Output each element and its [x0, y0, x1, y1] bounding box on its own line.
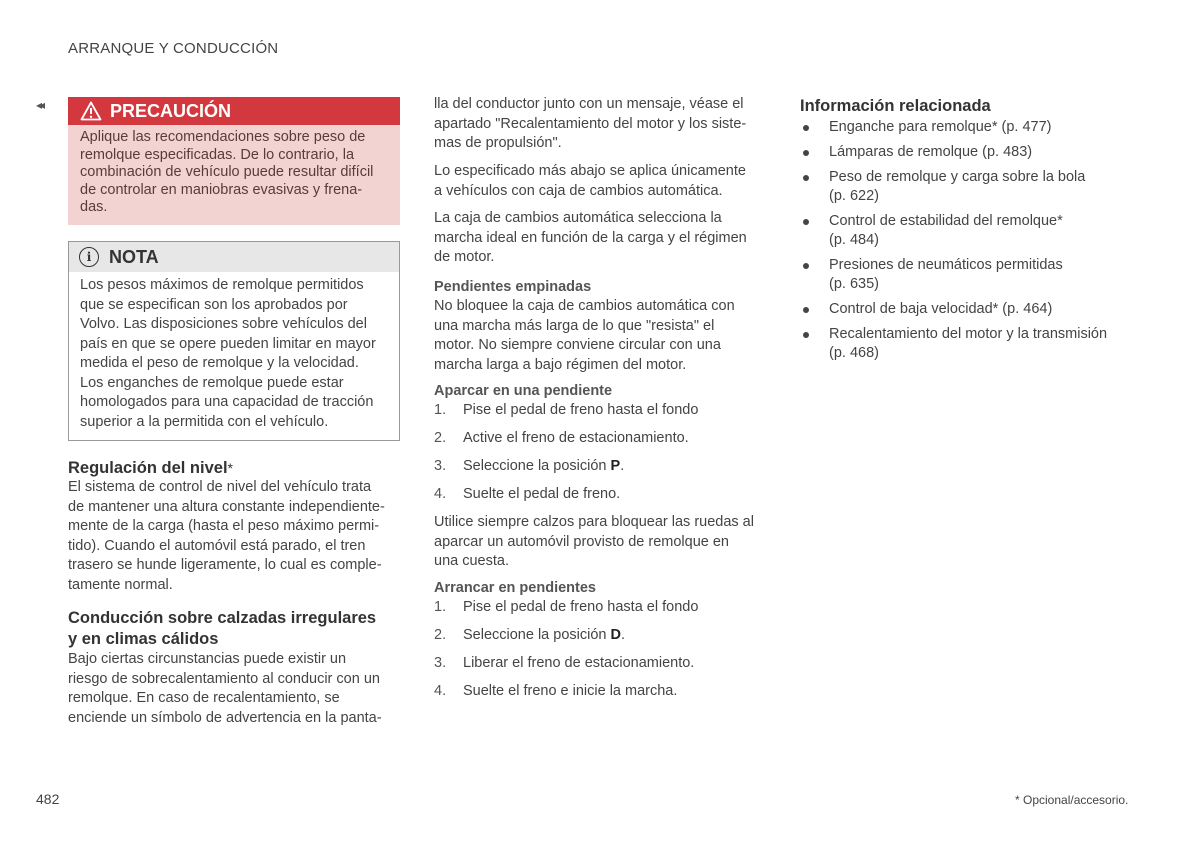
related-info-heading: Información relacionada	[800, 97, 991, 115]
warning-triangle-icon	[80, 101, 102, 121]
back-arrows-icon[interactable]: ◂◂	[36, 98, 43, 112]
list-item: 4. Suelte el pedal de freno.	[434, 486, 621, 502]
list-item: 3. Seleccione la posición P.	[434, 458, 625, 474]
note-header	[69, 242, 399, 272]
chocks-text: Utilice siempre calzos para bloquear las ruedas al aparcar un automóvil provisto de remolque en una cuesta.	[434, 514, 754, 569]
caution-label: PRECAUCIÓN	[110, 100, 232, 121]
caution-text: Aplique las recomendaciones sobre peso de remolque especificadas. De lo contrario, la combinación de vehículo puede resultar difícil de controlar en maniobras evasivas y frena- das.	[80, 129, 374, 215]
rough-roads-text: Bajo ciertas circunstancias puede existir un riesgo de sobrecalentamiento al conducir con un remolque. En caso de recalentamiento, se enciende un símbolo de advertencia en la panta-	[68, 651, 382, 726]
note-box	[68, 241, 400, 441]
rough-roads-heading: Conducción sobre calzadas irregulares y en climas cálidos	[68, 609, 377, 648]
caution-box	[68, 97, 400, 225]
overheat-continued-text: lla del conductor junto con un mensaje, véase el apartado "Recalentamiento del motor y los siste- mas de propulsión".	[434, 96, 747, 151]
note-text: Los pesos máximos de remolque permitidos que se especifican son los aprobados por Volvo. Las disposiciones sobre vehículos del país en que se opere pueden limitar en mayor medida el peso de remolque y la velocidad. Los enganches de remolque puede estar homologados para una capacidad de tracción superior a la permitida con el vehículo.	[80, 277, 376, 430]
caution-header	[68, 97, 400, 125]
list-item: 2. Seleccione la posición D.	[434, 627, 626, 643]
automatic-only-text: Lo especificado más abajo se aplica únicamente a vehículos con caja de cambios automática.	[434, 163, 746, 199]
parking-steps-list	[434, 401, 774, 513]
leveling-heading: Regulación del nivel*	[68, 459, 233, 477]
related-link-overheating[interactable]: Recalentamiento del motor y la transmisión (p. 468)	[800, 325, 1140, 363]
starting-slope-heading: Arrancar en pendientes	[434, 580, 596, 596]
bullet-icon	[803, 263, 809, 269]
parking-slope-heading: Aparcar en una pendiente	[434, 383, 613, 399]
related-link-tyre-pressures[interactable]: Presiones de neumáticos permitidas (p. 635)	[800, 256, 1140, 294]
info-icon: i	[79, 247, 99, 267]
list-item: 2. Active el freno de estacionamiento.	[434, 430, 689, 446]
bullet-icon	[803, 219, 809, 225]
list-item: 4. Suelte el freno e inicie la marcha.	[434, 683, 678, 699]
bullet-icon	[803, 125, 809, 131]
bullet-icon	[803, 307, 809, 313]
related-link-trailer-weight[interactable]: Peso de remolque y carga sobre la bola (p. 622)	[800, 168, 1140, 206]
footnote: * Opcional/accesorio.	[1015, 793, 1129, 807]
steep-slopes-text: No bloquee la caja de cambios automática con una marcha más larga de lo que "resista" el motor. No siempre conviene circular con una marcha larga a bajo régimen del motor.	[434, 298, 735, 373]
list-item: 1. Pise el pedal de freno hasta el fondo	[434, 599, 699, 615]
note-label: NOTA	[109, 246, 159, 267]
list-item: 1. Pise el pedal de freno hasta el fondo	[434, 402, 699, 418]
list-item: 3. Liberar el freno de estacionamiento.	[434, 655, 695, 671]
starting-steps-list	[434, 598, 774, 710]
bullet-icon	[803, 175, 809, 181]
section-title: ARRANQUE Y CONDUCCIÓN	[68, 40, 279, 57]
bullet-icon	[803, 150, 809, 156]
related-link-low-speed-control[interactable]: Control de baja velocidad* (p. 464)	[800, 300, 1140, 319]
related-link-trailer-stability[interactable]: Control de estabilidad del remolque* (p. 484)	[800, 212, 1140, 250]
gearbox-text: La caja de cambios automática selecciona la marcha ideal en función de la carga y el régimen de motor.	[434, 210, 747, 265]
related-link-trailer-lamps[interactable]: Lámparas de remolque (p. 483)	[800, 143, 1140, 162]
steep-slopes-heading: Pendientes empinadas	[434, 279, 592, 295]
page-number: 482	[36, 791, 60, 807]
related-links-list	[800, 118, 1140, 369]
related-link-trailer-hitch[interactable]: Enganche para remolque* (p. 477)	[800, 118, 1140, 137]
leveling-text: El sistema de control de nivel del vehículo trata de mantener una altura constante independiente- mente de la carga (hasta el peso máximo permi- tido). Cuando el automóvil está parado, el tren trasero se hunde ligeramente, lo cual es comple- tamente normal.	[68, 479, 385, 593]
bullet-icon	[803, 332, 809, 338]
